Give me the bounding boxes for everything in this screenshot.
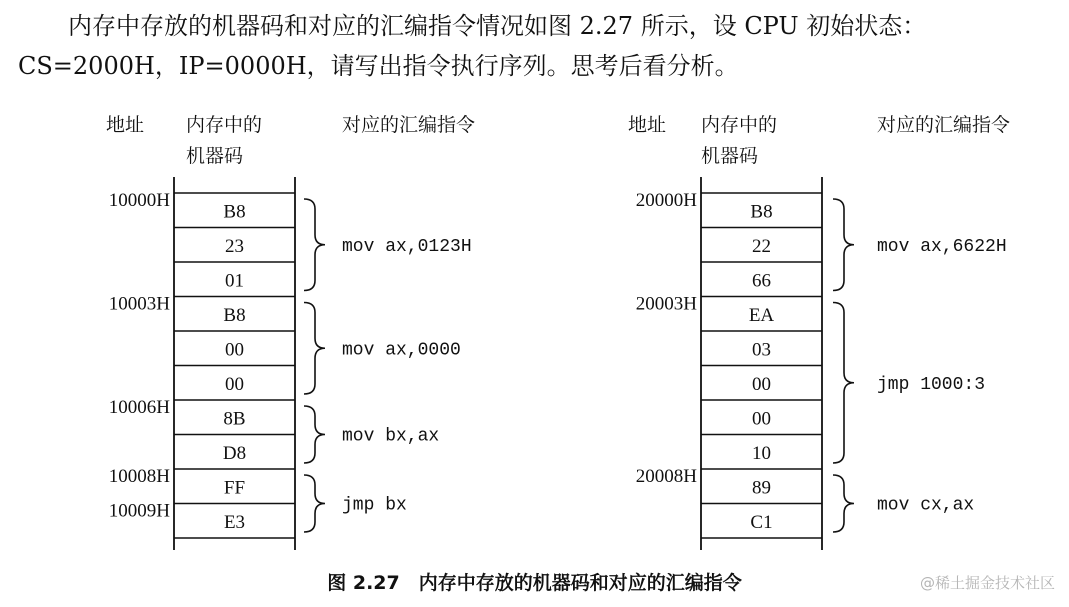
memory-address-label: 10009H — [108, 500, 170, 522]
memory-byte-cell: 22 — [752, 235, 771, 257]
instruction-brace — [304, 406, 325, 463]
memory-address-label: 10006H — [108, 397, 170, 418]
instruction-text: jmp bx — [342, 495, 407, 516]
header-instruction-1: 对应的汇编指令 — [342, 114, 476, 136]
header-machine-code-line1-2: 内存中的 — [701, 114, 778, 136]
memory-byte-cell: 89 — [752, 477, 771, 499]
memory-byte-cell: B8 — [223, 201, 246, 223]
memory-byte-cell: FF — [223, 477, 246, 499]
instruction-text: mov cx,ax — [877, 495, 975, 516]
instruction-brace — [304, 475, 325, 532]
memory-byte-cell: 00 — [752, 408, 771, 430]
memory-byte-cell: 8B — [223, 408, 246, 430]
memory-byte-cell: E3 — [223, 511, 246, 533]
memory-address-label: 20000H — [635, 190, 697, 211]
instruction-text: mov ax,6622H — [877, 236, 1007, 257]
memory-address-label: 20008H — [635, 466, 697, 487]
memory-byte-cell: C1 — [750, 511, 773, 533]
memory-address-label: 10008H — [108, 466, 170, 487]
memory-byte-cell: D8 — [222, 442, 247, 464]
instruction-brace — [833, 303, 854, 464]
instruction-brace — [833, 199, 854, 291]
instruction-brace — [833, 475, 854, 532]
header-instruction-2: 对应的汇编指令 — [877, 114, 1011, 136]
memory-byte-cell: 03 — [752, 339, 771, 361]
memory-byte-cell: EA — [748, 304, 775, 326]
instruction-text: mov ax,0123H — [342, 236, 472, 257]
intro-line-2: CS=2000H，IP=0000H，请写出指令执行序列。思考后看分析。 — [18, 52, 739, 80]
instruction-brace — [304, 199, 325, 291]
memory-byte-cell: B8 — [223, 304, 246, 326]
instruction-text: mov ax,0000 — [342, 340, 461, 361]
instruction-text: jmp 1000:3 — [877, 374, 986, 395]
memory-address-label: 10000H — [108, 190, 170, 211]
header-address-2: 地址 — [628, 114, 667, 136]
instruction-brace — [304, 303, 325, 395]
memory-byte-cell: 23 — [225, 235, 244, 257]
memory-byte-cell: 01 — [225, 270, 244, 292]
memory-byte-cell: 10 — [752, 442, 771, 464]
memory-address-label: 20003H — [635, 293, 697, 315]
memory-byte-cell: B8 — [750, 201, 773, 223]
memory-byte-cell: 00 — [225, 373, 244, 395]
intro-line-1: 内存中存放的机器码和对应的汇编指令情况如图 2.27 所示，设 CPU 初始状态： — [68, 12, 927, 40]
memory-byte-cell: 00 — [225, 339, 244, 361]
figure-caption: 图 2.27 内存中存放的机器码和对应的汇编指令 — [327, 572, 742, 594]
header-machine-code-line2-2: 机器码 — [701, 145, 759, 167]
header-address-1: 地址 — [106, 114, 145, 136]
memory-byte-cell: 00 — [752, 373, 771, 395]
memory-address-label: 10003H — [108, 293, 170, 315]
instruction-text: mov bx,ax — [342, 426, 440, 447]
header-machine-code-line1-1: 内存中的 — [186, 114, 263, 136]
memory-byte-cell: 66 — [752, 270, 771, 292]
watermark: @稀土掘金技术社区 — [919, 574, 1055, 592]
header-machine-code-line2-1: 机器码 — [186, 145, 244, 167]
